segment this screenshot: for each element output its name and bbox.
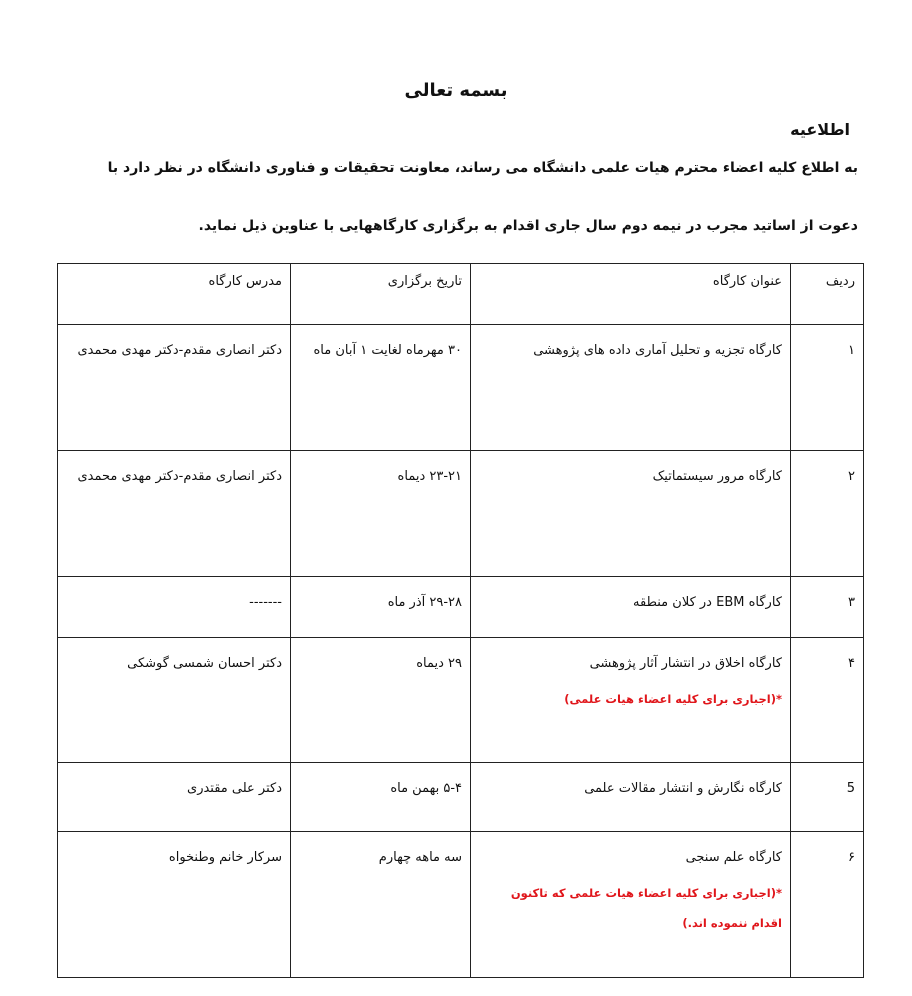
workshop-title-cell [471, 763, 791, 832]
row-index: ۱ [791, 325, 864, 451]
workshop-teacher: سرکار خانم وطنخواه [58, 832, 291, 978]
workshop-teacher: دکتر علی مقتدری [58, 763, 291, 832]
workshop-teacher: ------- [58, 577, 291, 638]
workshop-title: کارگاه مرور سیستماتیک [652, 469, 782, 484]
workshop-title-cell [471, 577, 791, 638]
workshop-title: کارگاه نگارش و انتشار مقالات علمی [584, 781, 782, 796]
document-heading: بسمه تعالی [404, 80, 508, 101]
row-index: ۴ [791, 638, 864, 763]
workshop-date: ۳۰ مهرماه لغایت ۱ آبان ماه [291, 325, 471, 451]
announcement-paragraph-line-2: دعوت از اساتید مجرب در نیمه دوم سال جاری اقدام به برگزاری کارگاههایی با عناوین ذیل نماید. [198, 218, 858, 234]
mandatory-note: *(اجباری برای کلیه اعضاء هیات علمی) [564, 692, 782, 707]
workshops-table [57, 263, 864, 978]
workshop-date: ۵-۴ بهمن ماه [291, 763, 471, 832]
workshop-title-cell [471, 325, 791, 451]
header-index: ردیف [791, 264, 864, 325]
workshop-teacher: دکتر احسان شمسی گوشکی [58, 638, 291, 763]
header-teacher: مدرس کارگاه [58, 264, 291, 325]
notice-title: اطلاعیه [790, 120, 850, 139]
mandatory-note: *(اجباری برای کلیه اعضاء هیات علمی که تاکنون اقدام ننموده اند.) [510, 886, 782, 930]
table-row [58, 325, 864, 451]
workshop-title: کارگاه اخلاق در انتشار آثار پژوهشی [589, 656, 782, 671]
table-row [58, 763, 864, 832]
workshop-date: ۲۹-۲۸ آذر ماه [291, 577, 471, 638]
workshop-date: سه ماهه چهارم [291, 832, 471, 978]
announcement-paragraph-line-1: به اطلاع کلیه اعضاء محترم هیات علمی دانشگاه می رساند، معاونت تحقیقات و فناوری دانشگاه در نظر دارد با [107, 160, 858, 176]
row-index: ۲ [791, 451, 864, 577]
header-title: عنوان کارگاه [471, 264, 791, 325]
table-row [58, 638, 864, 763]
workshop-title: کارگاه EBM در کلان منطقه [633, 595, 782, 610]
workshop-title: کارگاه تجزیه و تحلیل آماری داده های پژوهشی [533, 343, 782, 358]
workshop-date: ۲۹ دیماه [291, 638, 471, 763]
workshop-title-cell [471, 832, 791, 978]
workshop-title-cell [471, 638, 791, 763]
row-index: 5 [791, 763, 864, 832]
workshop-title: کارگاه علم سنجی [685, 850, 782, 865]
header-date: تاریخ برگزاری [291, 264, 471, 325]
workshop-date: ۲۳-۲۱ دیماه [291, 451, 471, 577]
workshop-title-cell [471, 451, 791, 577]
row-index: ۶ [791, 832, 864, 978]
workshop-teacher: دکتر انصاری مقدم-دکتر مهدی محمدی [58, 325, 291, 451]
table-row [58, 451, 864, 577]
workshop-teacher: دکتر انصاری مقدم-دکتر مهدی محمدی [58, 451, 291, 577]
table-header-row [58, 264, 864, 325]
table-row [58, 577, 864, 638]
row-index: ۳ [791, 577, 864, 638]
table-row [58, 832, 864, 978]
